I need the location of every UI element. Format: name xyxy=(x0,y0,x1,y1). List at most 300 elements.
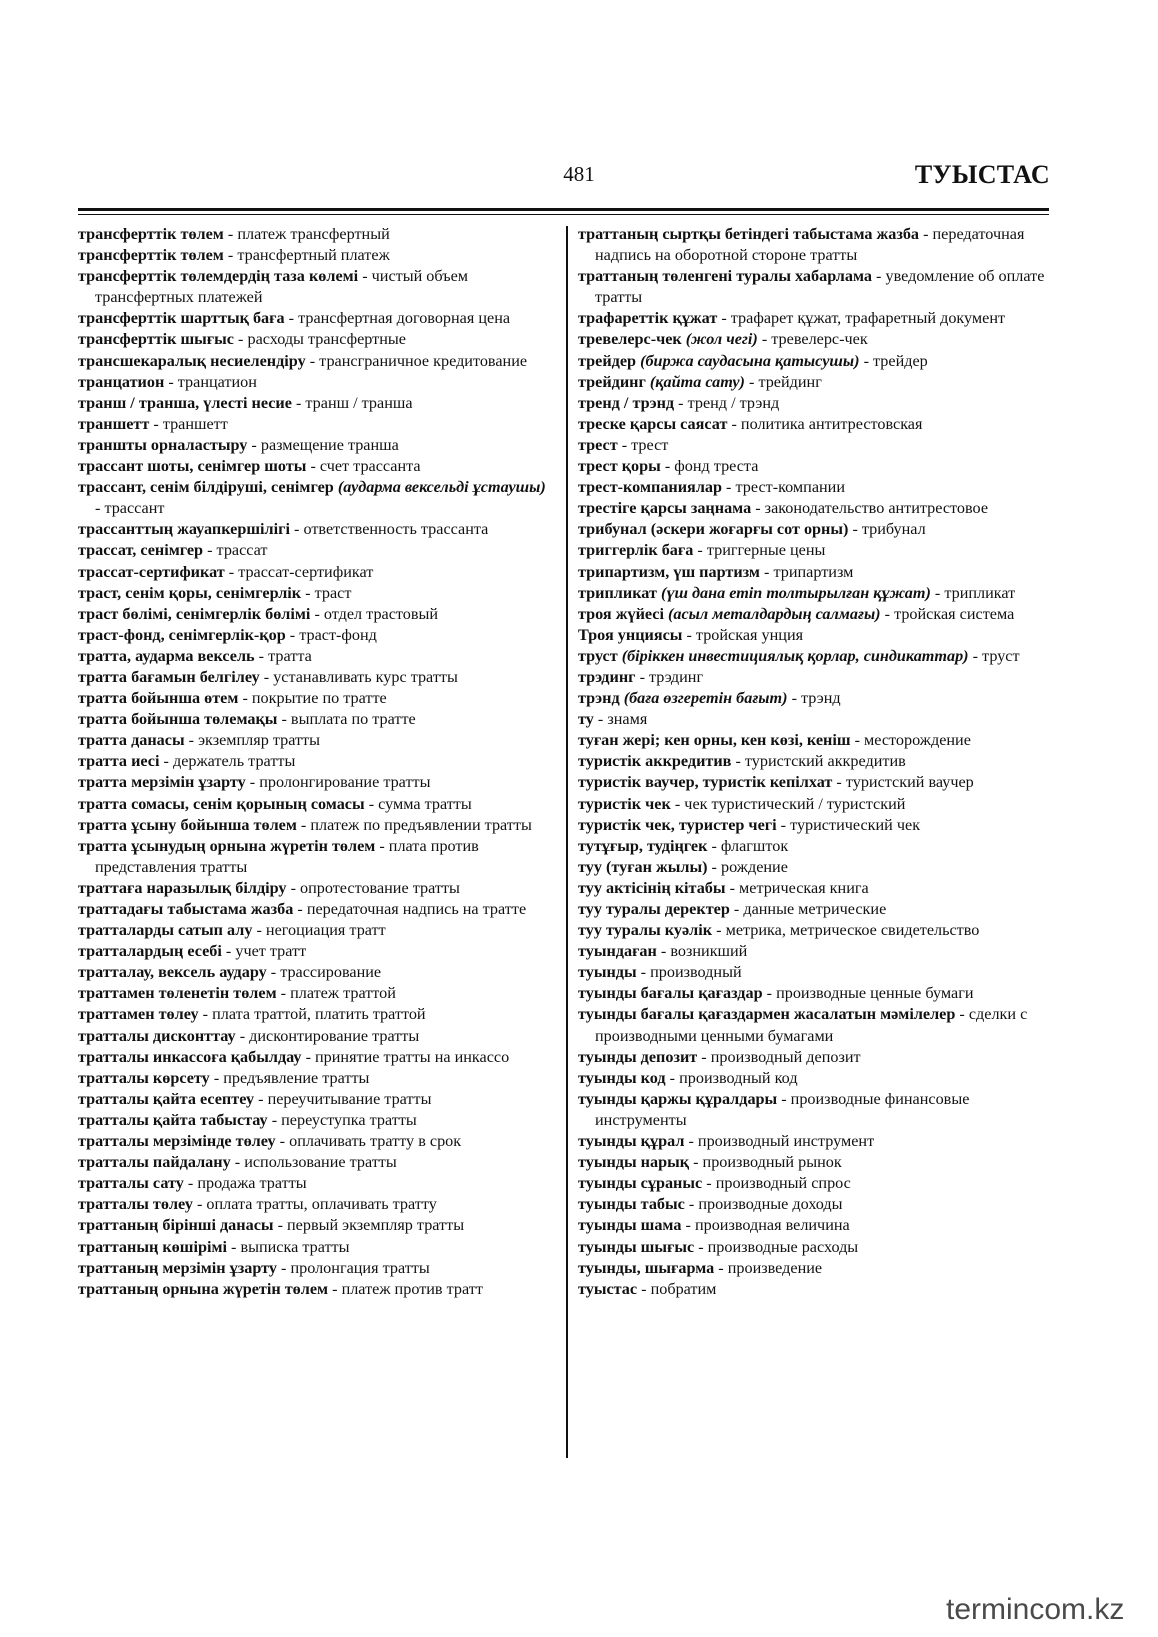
entry-translation: туристский ваучер xyxy=(845,773,974,792)
entry-term: тратталы дисконттау xyxy=(78,1026,236,1045)
entry-translation: трансфертная договорная цена xyxy=(298,309,511,328)
dictionary-entry: траст-фонд, сенімгерлік-қор - траст-фонд xyxy=(78,625,377,644)
entry-term: туынды, шығарма xyxy=(578,1258,715,1277)
entry-term: трэдинг xyxy=(578,667,636,686)
dictionary-entry: трассант шоты, сенімгер шоты - счет трассанта xyxy=(78,457,421,476)
entry-term: транцатион xyxy=(78,372,165,391)
entry-translation: тревелерс-чек xyxy=(771,330,868,349)
entry-gloss: (аударма вексельді ұстаушы) xyxy=(337,478,546,497)
entry-term: треске қарсы саясат xyxy=(578,414,728,433)
dictionary-entry: трипартизм, үш партизм - трипартизм xyxy=(578,562,854,581)
entry-translation: трансграничное кредитование xyxy=(319,351,528,370)
entry-translation: производные доходы xyxy=(698,1195,843,1214)
dictionary-entry: туынды - производный xyxy=(578,963,742,982)
entry-translation: туристический чек xyxy=(790,815,921,834)
dictionary-entry: тратталардың есебі - учет тратт xyxy=(78,942,307,961)
entry-translation: пролонгирование тратты xyxy=(259,773,431,792)
dictionary-entry: тратталы көрсету - предъявление тратты xyxy=(78,1068,370,1087)
dictionary-entry: трэдинг - трэдинг xyxy=(578,667,704,686)
entry-translation: трейдер xyxy=(873,351,928,370)
entry-term: ту xyxy=(578,710,594,729)
dictionary-entry: туынды сұраныс - производный спрос xyxy=(578,1174,851,1193)
logo-wordmark: termincom.kz xyxy=(946,1593,1125,1626)
entry-translation: пролонгация тратты xyxy=(290,1258,430,1277)
entry-translation: плата траттой, платить траттой xyxy=(212,1005,426,1024)
entry-translation: размещение транша xyxy=(260,435,399,454)
entry-term: туындаған xyxy=(578,942,657,961)
entry-translation: использование тратты xyxy=(244,1153,397,1172)
dictionary-entry: тратта бағамын белгілеу - устанавливать курс тратты xyxy=(78,667,458,686)
entry-term: трансферттік төлем xyxy=(78,225,224,243)
page-number: 481 xyxy=(563,162,595,186)
entry-term: тратталы көрсету xyxy=(78,1068,210,1087)
entry-term: туристік ваучер, туристік кепілхат xyxy=(578,773,833,792)
dictionary-entry: траттамен төлеу - плата траттой, платить траттой xyxy=(78,1005,426,1024)
entry-translation: тройская система xyxy=(894,604,1015,623)
entry-translation: чистый объем трансфертных платежей xyxy=(95,267,469,307)
entry-gloss: (қайта сату) xyxy=(649,372,745,391)
entry-term: трансферттік төлемдердің таза көлемі xyxy=(78,267,359,286)
dictionary-entry: туристік чек - чек туристический / туристский xyxy=(578,794,906,813)
dictionary-entry: тратталау, вексель аудару - трассирование xyxy=(78,963,382,982)
running-head: ТУЫСТАС xyxy=(914,160,1050,189)
entry-term: туынды сұраныс xyxy=(578,1174,703,1193)
entry-translation: транцатион xyxy=(177,372,257,391)
dictionary-entry: триггерлік баға - триггерные цены xyxy=(578,541,826,560)
entry-term: траттаға наразылық білдіру xyxy=(78,878,287,897)
entry-term: туған жері; кен орны, кен көзі, кеніш xyxy=(578,731,851,750)
entry-term: тутұғыр, тудіңгек xyxy=(578,836,708,855)
dictionary-entry: тратта ұсыну бойынша төлем - платеж по предъявлении тратты xyxy=(78,815,532,834)
dictionary-entry: тратта мерзімін ұзарту - пролонгирование тратты xyxy=(78,773,431,792)
dictionary-entry: трансферттік төлем - платеж трансфертный xyxy=(78,225,390,243)
dictionary-entry: тратта данасы - экземпляр тратты xyxy=(78,731,320,750)
dictionary-entry: тратта ұсынудың орнына жүретін төлем - плата против представления тратты xyxy=(78,836,479,876)
entry-term: трансферттік төлем xyxy=(78,246,224,265)
entry-translation: устанавливать курс тратты xyxy=(273,667,458,686)
entry-translation: трест-компании xyxy=(735,478,845,497)
entry-translation: фонд треста xyxy=(674,457,759,476)
dictionary-entry: туынды, шығарма - произведение xyxy=(578,1258,823,1277)
dictionary-entry: туынды шығыс - производные расходы xyxy=(578,1237,859,1256)
entry-translation: производный спрос xyxy=(715,1174,851,1193)
entry-translation: предъявление тратты xyxy=(223,1068,370,1087)
dictionary-entry: туынды құрал - производный инструмент xyxy=(578,1132,875,1151)
dictionary-entry: траттаға наразылық білдіру - опротестование тратты xyxy=(78,878,460,897)
entry-term: трассат, сенімгер xyxy=(78,541,204,560)
entry-term: трассанттың жауапкершілігі xyxy=(78,520,290,539)
site-logo-icon xyxy=(946,1588,1146,1628)
dictionary-entry: тратта бойынша өтем - покрытие по тратте xyxy=(78,689,387,708)
entry-translation: трэнд xyxy=(801,689,841,708)
dictionary-entry: троя жүйесі (асыл металдардың салмағы) - тройская система xyxy=(578,604,1015,623)
entry-term: туынды табыс xyxy=(578,1195,685,1214)
dictionary-entry: туындаған - возникший xyxy=(578,942,748,961)
entry-translation: производный xyxy=(650,963,742,982)
dictionary-entry: трансферттік шығыс - расходы трансфертные xyxy=(78,330,406,349)
entry-term: трансферттік шарттық баға xyxy=(78,309,285,328)
entry-term: туынды нарық xyxy=(578,1153,690,1172)
dictionary-entry: транцатион - транцатион xyxy=(78,372,257,391)
dictionary-entry: тратталы дисконттау - дисконтирование тратты xyxy=(78,1026,420,1045)
entry-term: траст-фонд, сенімгерлік-қор xyxy=(78,625,286,644)
entry-translation: производные финансовые инструменты xyxy=(595,1089,970,1129)
entry-translation: траншетт xyxy=(162,414,228,433)
entry-translation: транш / транша xyxy=(305,393,413,412)
entry-gloss: (асыл металдардың салмағы) xyxy=(668,604,881,623)
entry-translation: дисконтирование тратты xyxy=(249,1026,420,1045)
entry-term: туынды шығыс xyxy=(578,1237,695,1256)
site-logo-watermark xyxy=(946,1588,1146,1628)
entry-term: траншетт xyxy=(78,414,150,433)
entry-term: трипликат xyxy=(578,583,657,602)
entry-term: тратталардың есебі xyxy=(78,942,222,961)
dictionary-entry: труст (біріккен инвестициялық қорлар, синдикаттар) - труст xyxy=(578,646,1020,665)
entry-term: трест қоры xyxy=(578,457,661,476)
dictionary-entry: трансферттік шарттық баға - трансфертная договорная цена xyxy=(78,309,511,328)
entry-term: туу актісінің кітабы xyxy=(578,878,726,897)
entry-term: трассат-сертификат xyxy=(78,562,225,581)
entry-term: тратталы сату xyxy=(78,1174,184,1193)
entry-translation: знамя xyxy=(607,710,648,729)
dictionary-entry: трафареттік құжат - трафарет құжат, трафаретный документ xyxy=(578,309,1006,328)
entry-translation: метрическая книга xyxy=(739,878,869,897)
entry-translation: метрика, метрическое свидетельство xyxy=(725,921,980,940)
entry-translation: производный рынок xyxy=(702,1153,842,1172)
dictionary-entry: трест - трест xyxy=(578,435,669,454)
entry-term: тренд / трэнд xyxy=(578,393,675,412)
entry-term: тратталы мерзімінде төлеу xyxy=(78,1132,276,1151)
entry-term: туынды бағалы қағаздармен жасалатын мәмілелер xyxy=(578,1005,956,1024)
header-rule-thick xyxy=(78,208,1049,211)
entry-translation: трипликат xyxy=(944,583,1016,602)
entry-translation: опротестование тратты xyxy=(300,878,460,897)
dictionary-entry: трассат-сертификат - трассат-сертификат xyxy=(78,562,374,581)
dictionary-entry: трест қоры - фонд треста xyxy=(578,457,759,476)
dictionary-entry: траст бөлімі, сенімгерлік бөлімі - отдел трастовый xyxy=(78,604,439,623)
entry-translation: счет трассанта xyxy=(319,457,421,476)
entry-translation: тренд / трэнд xyxy=(687,393,780,412)
entry-term: транш / транша, үлесті несие xyxy=(78,393,292,412)
entry-translation: оплата тратты, оплачивать тратту xyxy=(206,1195,437,1214)
right-column xyxy=(578,224,1050,1300)
entry-translation: переучитывание тратты xyxy=(267,1089,432,1108)
entry-translation: покрытие по тратте xyxy=(251,689,387,708)
entry-translation: ответственность трассанта xyxy=(303,520,489,539)
dictionary-entry: тратталы пайдалану - использование тратты xyxy=(78,1153,397,1172)
entry-translation: сделки с производными ценными бумагами xyxy=(595,1005,1028,1045)
entry-term: тратта бойынша өтем xyxy=(78,689,239,708)
entry-term: туристік чек xyxy=(578,794,671,813)
dictionary-entry: трассат, сенімгер - трассат xyxy=(78,541,268,560)
entry-translation: передаточная надпись на оборотной стороне тратты xyxy=(595,225,1025,265)
entry-term: тратталы инкассоға қабылдау xyxy=(78,1047,302,1066)
dictionary-entry: траттадағы табыстама жазба - передаточная надпись на тратте xyxy=(78,900,527,918)
dictionary-entry: Троя унциясы - тройская унция xyxy=(578,625,804,644)
dictionary-entry: траттаның мерзімін ұзарту - пролонгация тратты xyxy=(78,1258,430,1277)
entry-gloss: (баға өзгеретін бағыт) xyxy=(623,689,788,708)
entry-translation: продажа тратты xyxy=(197,1174,307,1193)
dictionary-entry: траттаның көшірімі - выписка тратты xyxy=(78,1237,350,1256)
dictionary-entry: треске қарсы саясат - политика антитрестовская xyxy=(578,414,923,433)
entry-term: тратта мерзімін ұзарту xyxy=(78,773,246,792)
dictionary-entry: туристік чек, туристер чегі - туристический чек xyxy=(578,815,921,834)
entry-translation: производные ценные бумаги xyxy=(776,984,974,1003)
entry-translation: трассат-сертификат xyxy=(238,562,374,581)
dictionary-entry: туу туралы деректер - данные метрические xyxy=(578,900,887,918)
entry-term: трансшекаралық несиелендіру xyxy=(78,351,306,370)
entry-translation: оплачивать тратту в срок xyxy=(289,1132,462,1151)
entry-translation: данные метрические xyxy=(743,900,887,918)
dictionary-entry: тратталарды сатып алу - негоциация тратт xyxy=(78,921,386,940)
entry-translation: трест xyxy=(631,435,669,454)
entry-translation: траст-фонд xyxy=(299,625,377,644)
dictionary-entry: тратталы қайта табыстау - переуступка тратты xyxy=(78,1110,417,1129)
dictionary-entry: трейдер (биржа саудасына қатысушы) - трейдер xyxy=(578,351,928,370)
entry-term: тратта бағамын белгілеу xyxy=(78,667,260,686)
entry-translation: платеж против тратт xyxy=(341,1279,483,1298)
entry-term: трибунал (әскери жоғарғы сот орны) xyxy=(578,520,849,539)
dictionary-entry: транш / транша, үлесті несие - транш / транша xyxy=(78,393,413,412)
dictionary-entry: трипликат (үш дана етіп толтырылған құжат) - трипликат xyxy=(578,583,1016,602)
entry-term: траттадағы табыстама жазба xyxy=(78,900,294,918)
dictionary-entry: тратталы төлеу - оплата тратты, оплачивать тратту xyxy=(78,1195,437,1214)
entry-translation: выписка тратты xyxy=(240,1237,350,1256)
entry-term: траттаның сыртқы бетіндегі табыстама жазба xyxy=(578,225,920,243)
dictionary-entry: туыстас - побратим xyxy=(578,1279,717,1298)
entry-term: тратталау, вексель аудару xyxy=(78,963,267,982)
entry-term: трассант, сенім білдіруші, сенімгер xyxy=(78,478,334,497)
dictionary-entry: туынды код - производный код xyxy=(578,1068,798,1087)
entry-term: трафареттік құжат xyxy=(578,309,718,328)
entry-translation: трибунал xyxy=(861,520,926,539)
entry-term: тратталы қайта табыстау xyxy=(78,1110,268,1129)
entry-translation: плата против представления тратты xyxy=(95,836,479,876)
entry-term: тратталы қайта есептеу xyxy=(78,1089,255,1108)
entry-translation: трэдинг xyxy=(649,667,704,686)
entry-translation: платеж траттой xyxy=(290,984,396,1003)
entry-term: трест xyxy=(578,435,618,454)
entry-translation: отдел трастовый xyxy=(323,604,439,623)
entry-translation: месторождение xyxy=(864,731,971,750)
entry-gloss: (жол чегі) xyxy=(685,330,758,349)
entry-term: траст бөлімі, сенімгерлік бөлімі xyxy=(78,604,311,623)
dictionary-entry: тревелерс-чек (жол чегі) - тревелерс-чек xyxy=(578,330,868,349)
entry-term: троя жүйесі xyxy=(578,604,664,623)
entry-translation: тройская унция xyxy=(695,625,804,644)
dictionary-entry: ту - знамя xyxy=(578,710,648,729)
entry-term: тратта бойынша төлемақы xyxy=(78,710,278,729)
entry-translation: возникший xyxy=(670,942,748,961)
entry-term: тратта сомасы, сенім қорының сомасы xyxy=(78,794,365,813)
entry-translation: труст xyxy=(982,646,1020,665)
entry-term: трестіге қарсы заңнама xyxy=(578,499,752,518)
dictionary-entry: туристік ваучер, туристік кепілхат - туристский ваучер xyxy=(578,773,974,792)
entry-translation: учет тратт xyxy=(235,942,307,961)
dictionary-entry: траттаның сыртқы бетіндегі табыстама жазба - передаточная надпись на оборотной стороне тратты xyxy=(578,225,1025,265)
entry-term: траттамен төленетін төлем xyxy=(78,984,277,1003)
entry-term: траттаның көшірімі xyxy=(78,1237,227,1256)
entry-gloss: (үш дана етіп толтырылған құжат) xyxy=(660,583,931,602)
dictionary-entry: тратталы инкассоға қабылдау - принятие тратты на инкассо xyxy=(78,1047,510,1066)
dictionary-entry: трансшекаралық несиелендіру - трансграничное кредитование xyxy=(78,351,528,370)
dictionary-entry: туынды табыс - производные доходы xyxy=(578,1195,843,1214)
entry-term: тратта, аударма вексель xyxy=(78,646,255,665)
entry-translation: производный депозит xyxy=(710,1047,861,1066)
entry-translation: негоциация тратт xyxy=(265,921,386,940)
entry-translation: произведение xyxy=(727,1258,823,1277)
dictionary-entry: трейдинг (қайта сату) - трейдинг xyxy=(578,372,822,391)
dictionary-entry: тратта сомасы, сенім қорының сомасы - сумма тратты xyxy=(78,794,472,813)
dictionary-entry: тратталы қайта есептеу - переучитывание тратты xyxy=(78,1089,432,1108)
entry-term: трассант шоты, сенімгер шоты xyxy=(78,457,307,476)
entry-translation: трейдинг xyxy=(758,372,822,391)
entry-translation: трассирование xyxy=(280,963,382,982)
entry-translation: экземпляр тратты xyxy=(198,731,320,750)
entry-translation: производная величина xyxy=(694,1216,850,1235)
entry-term: Троя унциясы xyxy=(578,625,683,644)
entry-term: траттаның мерзімін ұзарту xyxy=(78,1258,277,1277)
entry-translation: трассант xyxy=(104,499,165,518)
entry-term: тратта данасы xyxy=(78,731,185,750)
entry-term: тратта ұсынудың орнына жүретін төлем xyxy=(78,836,376,855)
entry-term: тратта иесі xyxy=(78,752,160,771)
entry-translation: первый экземпляр тратты xyxy=(287,1216,465,1235)
dictionary-entry: трибунал (әскери жоғарғы сот орны) - трибунал xyxy=(578,520,926,539)
entry-term: туу туралы куәлік xyxy=(578,921,713,940)
dictionary-entry: трэнд (баға өзгеретін бағыт) - трэнд xyxy=(578,689,841,708)
dictionary-entry: траншетт - траншетт xyxy=(78,414,228,433)
dictionary-entry: траттаның бірінші данасы - первый экземпляр тратты xyxy=(78,1216,465,1235)
entry-term: трансферттік шығыс xyxy=(78,330,234,349)
entry-term: тревелерс-чек xyxy=(578,330,682,349)
entry-term: траттаның бірінші данасы xyxy=(78,1216,274,1235)
dictionary-entry: трансферттік төлем - трансфертный платеж xyxy=(78,246,390,265)
dictionary-entry: туынды бағалы қағаздармен жасалатын мәмілелер - сделки с производными ценными бумагами xyxy=(578,1005,1028,1045)
entry-term: трейдер xyxy=(578,351,637,370)
entry-term: туынды бағалы қағаздар xyxy=(578,984,763,1003)
dictionary-entry: тратта бойынша төлемақы - выплата по тратте xyxy=(78,710,416,729)
dictionary-entry: туу актісінің кітабы - метрическая книга xyxy=(578,878,869,897)
entry-translation: сумма тратты xyxy=(378,794,472,813)
entry-term: траст, сенім қоры, сенімгерлік xyxy=(78,583,302,602)
dictionary-entry: туынды депозит - производный депозит xyxy=(578,1047,861,1066)
dictionary-entry: туынды бағалы қағаздар - производные ценные бумаги xyxy=(578,984,974,1003)
entry-term: туыстас xyxy=(578,1279,638,1298)
dictionary-entry: траншты орналастыру - размещение транша xyxy=(78,435,399,454)
dictionary-entry: трассанттың жауапкершілігі - ответственность трассанта xyxy=(78,520,489,539)
entry-term: туынды депозит xyxy=(578,1047,698,1066)
entry-term: траттаның орнына жүретін төлем xyxy=(78,1279,329,1298)
dictionary-entry: тратталы мерзімінде төлеу - оплачивать тратту в срок xyxy=(78,1132,462,1151)
dictionary-entry: трассант, сенім білдіруші, сенімгер (аударма вексельді ұстаушы) - трассант xyxy=(78,478,546,518)
entry-translation: уведомление об оплате тратты xyxy=(595,267,1045,307)
dictionary-entry: трансферттік төлемдердің таза көлемі - чистый объем трансфертных платежей xyxy=(78,267,469,307)
dictionary-entry: тратталы сату - продажа тратты xyxy=(78,1174,307,1193)
dictionary-entry: тутұғыр, тудіңгек - флагшток xyxy=(578,836,789,855)
entry-term: туынды код xyxy=(578,1068,666,1087)
entry-term: туынды xyxy=(578,963,637,982)
entry-translation: туристский аккредитив xyxy=(744,752,906,771)
entry-translation: выплата по тратте xyxy=(290,710,416,729)
entry-term: тратталы төлеу xyxy=(78,1195,193,1214)
entry-term: туынды құрал xyxy=(578,1132,685,1151)
entry-gloss: (біріккен инвестициялық қорлар, синдикаттар) xyxy=(621,646,969,665)
dictionary-entry: туристік аккредитив - туристский аккредитив xyxy=(578,752,906,771)
entry-term: туристік чек, туристер чегі xyxy=(578,815,777,834)
entry-translation: платеж по предъявлении тратты xyxy=(310,815,532,834)
entry-term: трипартизм, үш партизм xyxy=(578,562,760,581)
entry-translation: трансфертный платеж xyxy=(237,246,390,265)
entry-translation: законодательство антитрестовое xyxy=(764,499,989,518)
column-divider xyxy=(566,226,568,1458)
dictionary-entry: траттаның орнына жүретін төлем - платеж против тратт xyxy=(78,1279,483,1298)
entry-translation: флагшток xyxy=(720,836,789,855)
dictionary-entry: туынды нарық - производный рынок xyxy=(578,1153,842,1172)
entry-term: траншты орналастыру xyxy=(78,435,248,454)
dictionary-entry: туынды қаржы құралдары - производные финансовые инструменты xyxy=(578,1089,970,1129)
entry-term: тратта ұсыну бойынша төлем xyxy=(78,815,297,834)
entry-term: трэнд xyxy=(578,689,620,708)
entry-term: труст xyxy=(578,646,618,665)
dictionary-entry: траст, сенім қоры, сенімгерлік - траст xyxy=(78,583,352,602)
entry-term: туу туралы деректер xyxy=(578,900,730,918)
left-column xyxy=(78,224,550,1300)
entry-translation: политика антитрестовская xyxy=(740,414,923,433)
entry-translation: передаточная надпись на тратте xyxy=(306,900,527,918)
entry-translation: тратта xyxy=(268,646,312,665)
entry-translation: держатель тратты xyxy=(172,752,296,771)
entry-term: туристік аккредитив xyxy=(578,752,732,771)
entry-term: туынды шама xyxy=(578,1216,682,1235)
entry-term: тратталарды сатып алу xyxy=(78,921,253,940)
entry-translation: трафарет құжат, трафаретный документ xyxy=(730,309,1006,328)
entry-translation: переуступка тратты xyxy=(281,1110,417,1129)
dictionary-entry: траттамен төленетін төлем - платеж траттой xyxy=(78,984,396,1003)
entry-translation: трипартизм xyxy=(773,562,854,581)
dictionary-entry: трест-компаниялар - трест-компании xyxy=(578,478,845,497)
dictionary-entry: туу (туған жылы) - рождение xyxy=(578,857,788,876)
entry-term: туу (туған жылы) xyxy=(578,857,708,876)
dictionary-entry: туынды шама - производная величина xyxy=(578,1216,850,1235)
dictionary-entry: туу туралы куәлік - метрика, метрическое свидетельство xyxy=(578,921,980,940)
entry-term: трест-компаниялар xyxy=(578,478,722,497)
entry-translation: производные расходы xyxy=(707,1237,859,1256)
entry-term: триггерлік баға xyxy=(578,541,694,560)
entry-translation: расходы трансфертные xyxy=(247,330,406,349)
entry-term: траттаның төленгені туралы хабарлама xyxy=(578,267,872,286)
dictionary-entry: туған жері; кен орны, кен көзі, кеніш - месторождение xyxy=(578,731,971,750)
entry-translation: принятие тратты на инкассо xyxy=(315,1047,510,1066)
dictionary-entry: тратта иесі - держатель тратты xyxy=(78,752,296,771)
entry-translation: триггерные цены xyxy=(706,541,826,560)
entry-gloss: (биржа саудасына қатысушы) xyxy=(640,351,860,370)
entry-translation: производный код xyxy=(679,1068,798,1087)
header-rule-thin xyxy=(78,214,1049,215)
entry-translation: побратим xyxy=(650,1279,717,1298)
dictionary-entry: траттаның төленгені туралы хабарлама - уведомление об оплате тратты xyxy=(578,267,1045,307)
entry-translation: производный инструмент xyxy=(697,1132,875,1151)
dictionary-entry: тратта, аударма вексель - тратта xyxy=(78,646,312,665)
entry-translation: траст xyxy=(314,583,352,602)
entry-translation: чек туристический / туристский xyxy=(684,794,906,813)
dictionary-entry: тренд / трэнд - тренд / трэнд xyxy=(578,393,780,412)
entry-translation: рождение xyxy=(720,857,788,876)
entry-translation: трассат xyxy=(216,541,268,560)
dictionary-entry: трестіге қарсы заңнама - законодательство антитрестовое xyxy=(578,499,989,518)
entry-term: траттамен төлеу xyxy=(78,1005,199,1024)
entry-term: трейдинг xyxy=(578,372,646,391)
